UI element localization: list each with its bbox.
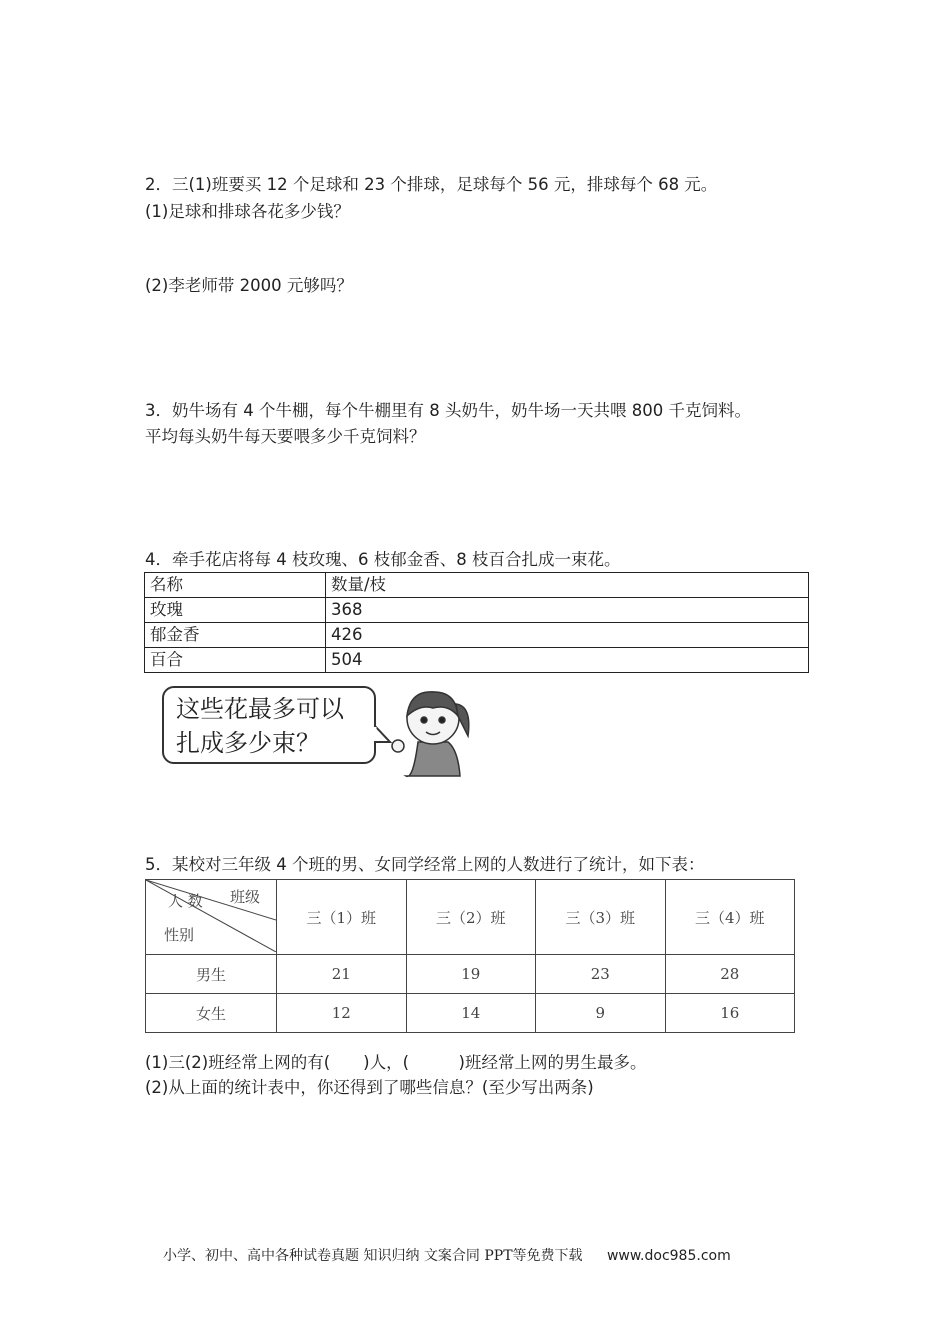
cell-value: 28 (665, 955, 795, 994)
girl-speech-illustration (158, 680, 480, 780)
girl-illustration (158, 680, 480, 780)
cell-value: 19 (406, 955, 536, 994)
cell-value: 21 (277, 955, 407, 994)
header-quantity: 数量/枝 (326, 573, 809, 598)
q4-stem: 4．牵手花店将每 4 枝玫瑰、6 枝郁金香、8 枝百合扎成一束花。 (145, 550, 621, 569)
row-label: 男生 (146, 955, 277, 994)
corner-gender-label: 性别 (164, 926, 195, 944)
q3-line1: 3．奶牛场有 4 个牛棚，每个牛棚里有 8 头奶牛，奶牛场一天共喂 800 千克饲料。 (145, 401, 751, 420)
column-header: 三（1）班 (277, 880, 407, 955)
table-row (145, 648, 809, 673)
stats-header-row (146, 880, 795, 955)
stats-table (145, 879, 795, 1033)
q5-sub1: (1)三(2)班经常上网的有( )人，( )班经常上网的男生最多。 (145, 1053, 647, 1072)
bubble-line-1: 这些花最多可以 (176, 695, 344, 723)
flower-table-header (145, 573, 809, 598)
footer-url: www.doc985.com (606, 1248, 731, 1264)
flower-name: 百合 (145, 648, 326, 673)
cell-value: 16 (665, 994, 795, 1033)
column-header: 三（3）班 (536, 880, 666, 955)
q5-stem: 5．某校对三年级 4 个班的男、女同学经常上网的人数进行了统计，如下表： (145, 855, 705, 874)
table-row (146, 955, 795, 994)
table-row (146, 994, 795, 1033)
flower-name: 玫瑰 (145, 598, 326, 623)
bubble-tail-icon (375, 726, 390, 742)
column-header: 三（4）班 (665, 880, 795, 955)
cell-value: 23 (536, 955, 666, 994)
flower-quantity: 504 (326, 648, 809, 673)
page-footer (163, 1245, 731, 1265)
q2-stem: 2．三(1)班要买 12 个足球和 23 个排球，足球每个 56 元，排球每个 68 元。 (145, 175, 718, 194)
flower-quantity: 368 (326, 598, 809, 623)
header-name: 名称 (145, 573, 326, 598)
table-row (145, 598, 809, 623)
q2-sub2: (2)李老师带 2000 元够吗？ (145, 276, 353, 295)
corner-count-label: 人 数 (168, 892, 203, 910)
cell-value: 9 (536, 994, 666, 1033)
girl-icon (392, 692, 469, 777)
cell-value: 14 (406, 994, 536, 1033)
column-header: 三（2）班 (406, 880, 536, 955)
q2-sub1: (1)足球和排球各花多少钱？ (145, 202, 350, 221)
diagonal-header-cell (146, 880, 277, 955)
row-label: 女生 (146, 994, 277, 1033)
q5-sub2: (2)从上面的统计表中，你还得到了哪些信息？(至少写出两条) (145, 1078, 594, 1097)
flower-table (144, 572, 809, 673)
table-row (145, 623, 809, 648)
bubble-line-2: 扎成多少束？ (176, 729, 320, 757)
flower-name: 郁金香 (145, 623, 326, 648)
corner-class-label: 班级 (230, 888, 261, 906)
q3-line2: 平均每头奶牛每天要喂多少千克饲料？ (145, 427, 426, 446)
cell-value: 12 (277, 994, 407, 1033)
footer-text: 小学、初中、高中各种试卷真题 知识归纳 文案合同 PPT等免费下载 (163, 1248, 583, 1264)
flower-quantity: 426 (326, 623, 809, 648)
